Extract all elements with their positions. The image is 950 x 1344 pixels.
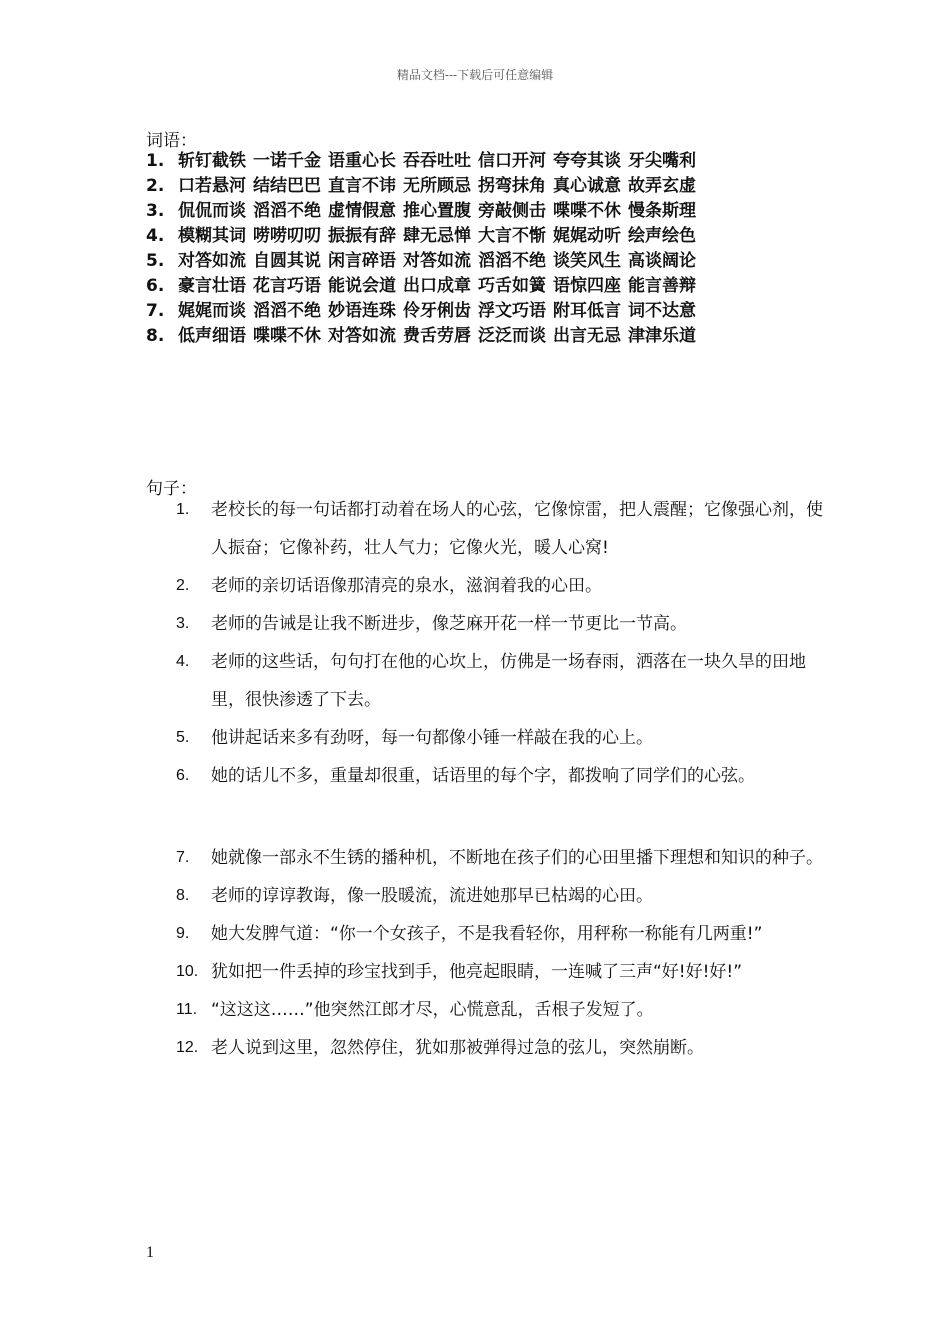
vocab-item: 喋喋不休: [553, 201, 621, 221]
sentence-number: 3.: [176, 615, 190, 632]
sentence-list: [176, 839, 826, 1067]
sentence-text: 老师的这些话，句句打在他的心坎上，仿佛是一场春雨，洒落在一块久旱的田地里，很快渗透了下去。: [211, 652, 806, 710]
sentence-text: 老师的亲切话语像那清亮的泉水，滋润着我的心田。: [211, 576, 602, 596]
sentence-item: [176, 643, 826, 719]
vocab-row-number: 8.: [146, 326, 165, 346]
vocab-item: 绘声绘色: [628, 226, 696, 246]
vocab-row: [146, 274, 826, 299]
sentence-number: 9.: [176, 925, 190, 942]
sentence-text: 老师的谆谆教诲，像一股暖流，流进她那早已枯竭的心田。: [211, 886, 653, 906]
vocab-row-number: 3.: [146, 201, 165, 221]
vocab-item: 侃侃而谈: [178, 201, 246, 221]
vocab-item: 出言无忌: [553, 326, 621, 346]
vocab-item: 语惊四座: [553, 276, 621, 296]
vocab-item: 模糊其词: [178, 226, 246, 246]
sentence-text: 老校长的每一句话都打动着在场人的心弦，它像惊雷，把人震醒；它像强心剂，使人振奋；它像补药，壮人气力；它像火光，暖人心窝!: [211, 500, 823, 558]
vocab-row-number: 2.: [146, 176, 165, 196]
vocab-item: 娓娓动听: [553, 226, 621, 246]
vocab-item: 对答如流: [178, 251, 246, 271]
vocab-item: 花言巧语: [253, 276, 321, 296]
vocab-item: 喋喋不休: [253, 326, 321, 346]
vocab-item: 泛泛而谈: [478, 326, 546, 346]
vocab-item: 巧舌如簧: [478, 276, 546, 296]
sentence-text: 她的话儿不多，重量却很重，话语里的每个字，都拨响了同学们的心弦。: [211, 766, 755, 786]
vocab-row: [146, 149, 826, 174]
vocab-item: 滔滔不绝: [253, 301, 321, 321]
sentence-text: 犹如把一件丢掉的珍宝找到手，他亮起眼睛，一连喊了三声“好!好!好!”: [211, 962, 743, 982]
vocab-item: 谈笑风生: [553, 251, 621, 271]
vocab-item: 滔滔不绝: [478, 251, 546, 271]
vocab-row-number: 5.: [146, 251, 165, 271]
vocab-item: 津津乐道: [628, 326, 696, 346]
sentence-text: 老人说到这里，忽然停住，犹如那被弹得过急的弦儿，突然崩断。: [211, 1038, 704, 1058]
vocab-item: 豪言壮语: [178, 276, 246, 296]
sentence-number: 10.: [176, 963, 199, 980]
vocab-item: 低声细语: [178, 326, 246, 346]
vocab-item: 振振有辞: [328, 226, 396, 246]
vocab-item: 无所顾忌: [403, 176, 471, 196]
vocab-row: [146, 224, 826, 249]
vocab-item: 闲言碎语: [328, 251, 396, 271]
vocab-item: 出口成章: [403, 276, 471, 296]
sentence-text: 她就像一部永不生锈的播种机，不断地在孩子们的心田里播下理想和知识的种子。: [211, 848, 823, 868]
vocab-item: 附耳低言: [553, 301, 621, 321]
vocab-item: 能言善辩: [628, 276, 696, 296]
vocab-item: 大言不惭: [478, 226, 546, 246]
vocab-item: 结结巴巴: [253, 176, 321, 196]
vocab-row: [146, 174, 826, 199]
vocab-item: 高谈阔论: [628, 251, 696, 271]
sentence-number: 6.: [176, 767, 190, 784]
vocab-item: 信口开河: [478, 151, 546, 171]
sentence-item: [176, 567, 826, 605]
vocab-item: 慢条斯理: [628, 201, 696, 221]
page-number: 1: [146, 1244, 154, 1261]
sentence-number: 5.: [176, 729, 190, 746]
vocab-item: 直言不讳: [328, 176, 396, 196]
vocab-item: 推心置腹: [403, 201, 471, 221]
sentence-item: [176, 719, 826, 757]
vocab-row-number: 1.: [146, 151, 165, 171]
sentence-list: [176, 491, 826, 795]
vocab-item: 伶牙俐齿: [403, 301, 471, 321]
sentence-item: [176, 757, 826, 795]
vocab-item: 能说会道: [328, 276, 396, 296]
vocab-item: 妙语连珠: [328, 301, 396, 321]
vocab-item: 娓娓而谈: [178, 301, 246, 321]
words-section-label: 词语：: [146, 131, 197, 151]
sentence-item: [176, 605, 826, 643]
sentence-number: 1.: [176, 501, 190, 518]
sentence-item: [176, 991, 826, 1029]
vocab-item: 语重心长: [328, 151, 396, 171]
vocab-item: 词不达意: [628, 301, 696, 321]
sentence-number: 8.: [176, 887, 190, 904]
vocab-row-number: 7.: [146, 301, 165, 321]
sentence-number: 12.: [176, 1039, 199, 1056]
sentence-text: 老师的告诫是让我不断进步，像芝麻开花一样一节更比一节高。: [211, 614, 687, 634]
sentence-text: 他讲起话来多有劲呀，每一句都像小锤一样敲在我的心上。: [211, 728, 653, 748]
sentence-number: 7.: [176, 849, 190, 866]
vocab-row: [146, 324, 826, 349]
vocab-item: 旁敲侧击: [478, 201, 546, 221]
sentence-item: [176, 953, 826, 991]
sentence-number: 11.: [176, 1001, 198, 1018]
vocab-row-number: 4.: [146, 226, 165, 246]
vocab-item: 一诺千金: [253, 151, 321, 171]
sentence-item: [176, 877, 826, 915]
vocab-item: 自圆其说: [253, 251, 321, 271]
vocab-row: [146, 199, 826, 224]
vocab-item: 肆无忌惮: [403, 226, 471, 246]
vocab-row: [146, 249, 826, 274]
vocab-item: 拐弯抹角: [478, 176, 546, 196]
vocab-item: 费舌劳唇: [403, 326, 471, 346]
sentence-text: “这这这……”他突然江郎才尽，心慌意乱，舌根子发短了。: [211, 1000, 654, 1020]
vocab-item: 斩钉截铁: [178, 151, 246, 171]
sentence-text: 她大发脾气道：“你一个女孩子，不是我看轻你，用秤称一称能有几两重!”: [211, 924, 763, 944]
vocab-item: 虚情假意: [328, 201, 396, 221]
vocab-item: 故弄玄虚: [628, 176, 696, 196]
sentence-item: [176, 1029, 826, 1067]
vocab-item: 滔滔不绝: [253, 201, 321, 221]
vocab-item: 对答如流: [403, 251, 471, 271]
sentence-number: 2.: [176, 577, 190, 594]
vocab-item: 吞吞吐吐: [403, 151, 471, 171]
vocab-item: 夸夸其谈: [553, 151, 621, 171]
sentence-item: [176, 491, 826, 567]
vocab-item: 口若悬河: [178, 176, 246, 196]
page-header: 精品文档---下载后可任意编辑: [396, 68, 554, 82]
vocab-item: 真心诚意: [553, 176, 621, 196]
vocab-item: 唠唠叨叨: [253, 226, 321, 246]
vocab-row-number: 6.: [146, 276, 165, 296]
vocab-item: 浮文巧语: [478, 301, 546, 321]
sentence-number: 4.: [176, 653, 190, 670]
sentence-item: [176, 915, 826, 953]
vocab-item: 对答如流: [328, 326, 396, 346]
vocab-list: [146, 149, 826, 349]
sentences-section-label: 句子：: [146, 479, 197, 499]
vocab-row: [146, 299, 826, 324]
vocab-item: 牙尖嘴利: [628, 151, 696, 171]
sentence-item: [176, 839, 826, 877]
